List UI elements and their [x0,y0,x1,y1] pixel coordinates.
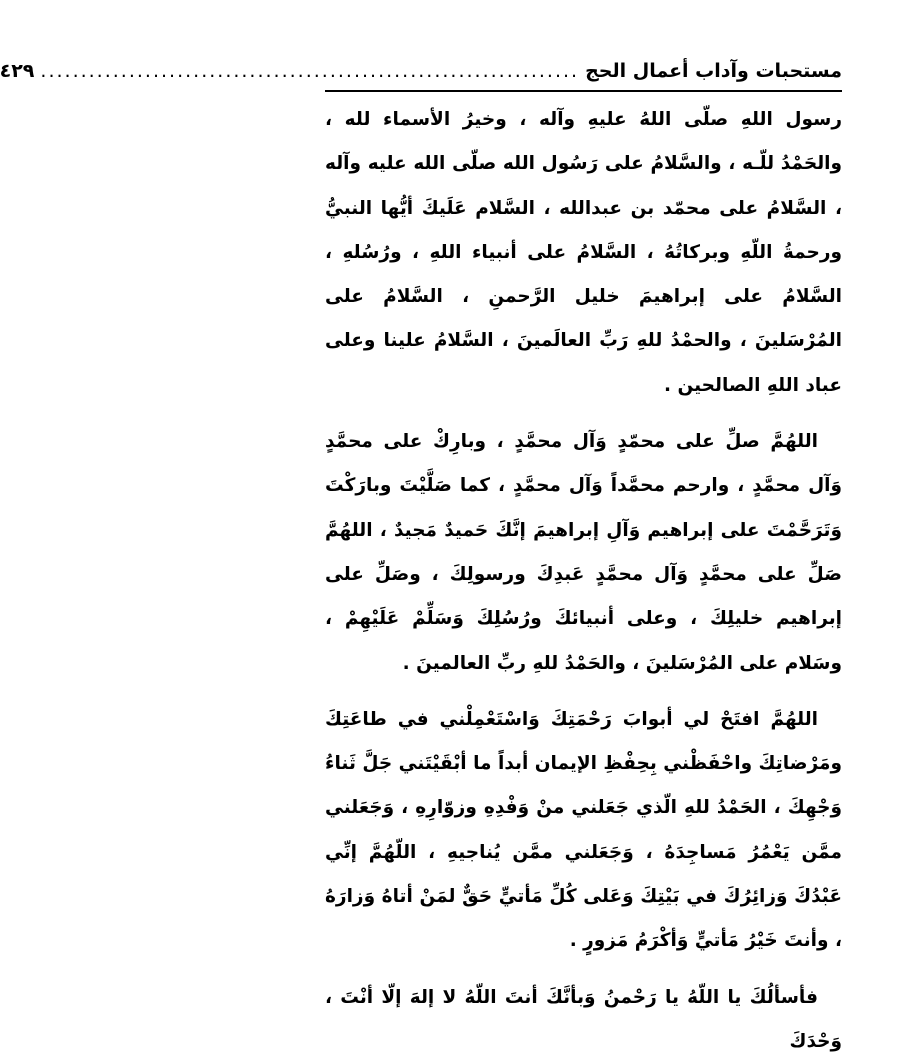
page-number: ٤٢٩ [0,60,35,82]
running-header-leader-dots: ................................................................... [40,60,580,82]
paragraph-2: اللهُمَّ صلِّ على محمّدٍ وَآل محمَّدٍ ، وبارِكْ على محمَّدٍ وَآل محمَّدٍ ، وارحم محمَّداً وَآل محمَّدٍ ، كما صَلَّيْتَ وبارَكْتَ وَتَرَحَّمْتَ على إبراهيم وَآلِ إبراهيمَ إنَّكَ حَميدٌ مَجيدٌ ، اللهُمَّ صَلِّ على محمَّدٍ وَآل محمَّدٍ عَبدِكَ ورسولِكَ ، وصَلِّ على إبراهيم خليلِكَ ، وعلى أنبيائكَ ورُسُلِكَ وَسَلِّمْ عَلَيْهِمْ ، وسَلام على المُرْسَلينَ ، والحَمْدُ للهِ ربِّ العالمينَ . [325,431,842,674]
body-text [325,98,842,1064]
paragraph-4: فأسألُكَ يا اللّهُ يا رَحْمنُ وَبأنَّكَ أنتَ اللّهُ لا إلهَ إلّا أنْتَ ، وَحْدَكَ [325,986,842,1052]
running-header-title: مستحبات وآداب أعمال الحج [585,60,842,82]
paragraph-1: رسول اللهِ صلّى اللهُ عليهِ وآله ، وخيرُ الأسماء لله ، والحَمْدُ للّـه ، والسَّلامُ على رَسُول الله صلّى الله عليه وآله ، السَّلامُ على محمّد بن عبدالله ، السَّلام عَلَيكَ أيُّها النبيُّ ورحمةُ اللّهِ وبركاتُهُ ، السَّلامُ على أنبياء اللهِ ، ورُسُلهِ ، السَّلامُ على إبراهيمَ خليل الرَّحمنِ ، السَّلامُ على المُرْسَلينَ ، والحمْدُ للهِ رَبِّ العالَمينَ ، السَّلامُ علينا وعلى عباد اللهِ الصالحين . [325,109,842,396]
running-header [0,52,842,92]
paragraph-3: اللهُمَّ افتَحْ لي أبوابَ رَحْمَتِكَ وَاسْتَعْمِلْني في طاعَتِكَ ومَرْضاتِكَ واحْفَظْني بِحِفْظِ الإيمان أبداً ما أبْقَيْتَني جَلَّ ثَناءُ وَجْهِكَ ، الحَمْدُ للهِ الّذي جَعَلني منْ وَفْدِهِ وزوّارِهِ ، وَجَعَلني ممَّن يَعْمُرُ مَساجِدَهُ ، وَجَعَلني ممَّن يُناجيهِ ، اللّهُمَّ إنِّي عَبْدُكَ وَزائِرُكَ في بَيْتِكَ وَعَلى كُلِّ مَأتيٍّ حَقٌّ لمَنْ أتاهُ وَزارَهُ ، وأنتَ خَيْرُ مَأتيٍّ وَأكْرَمُ مَزورٍ . [325,708,842,952]
